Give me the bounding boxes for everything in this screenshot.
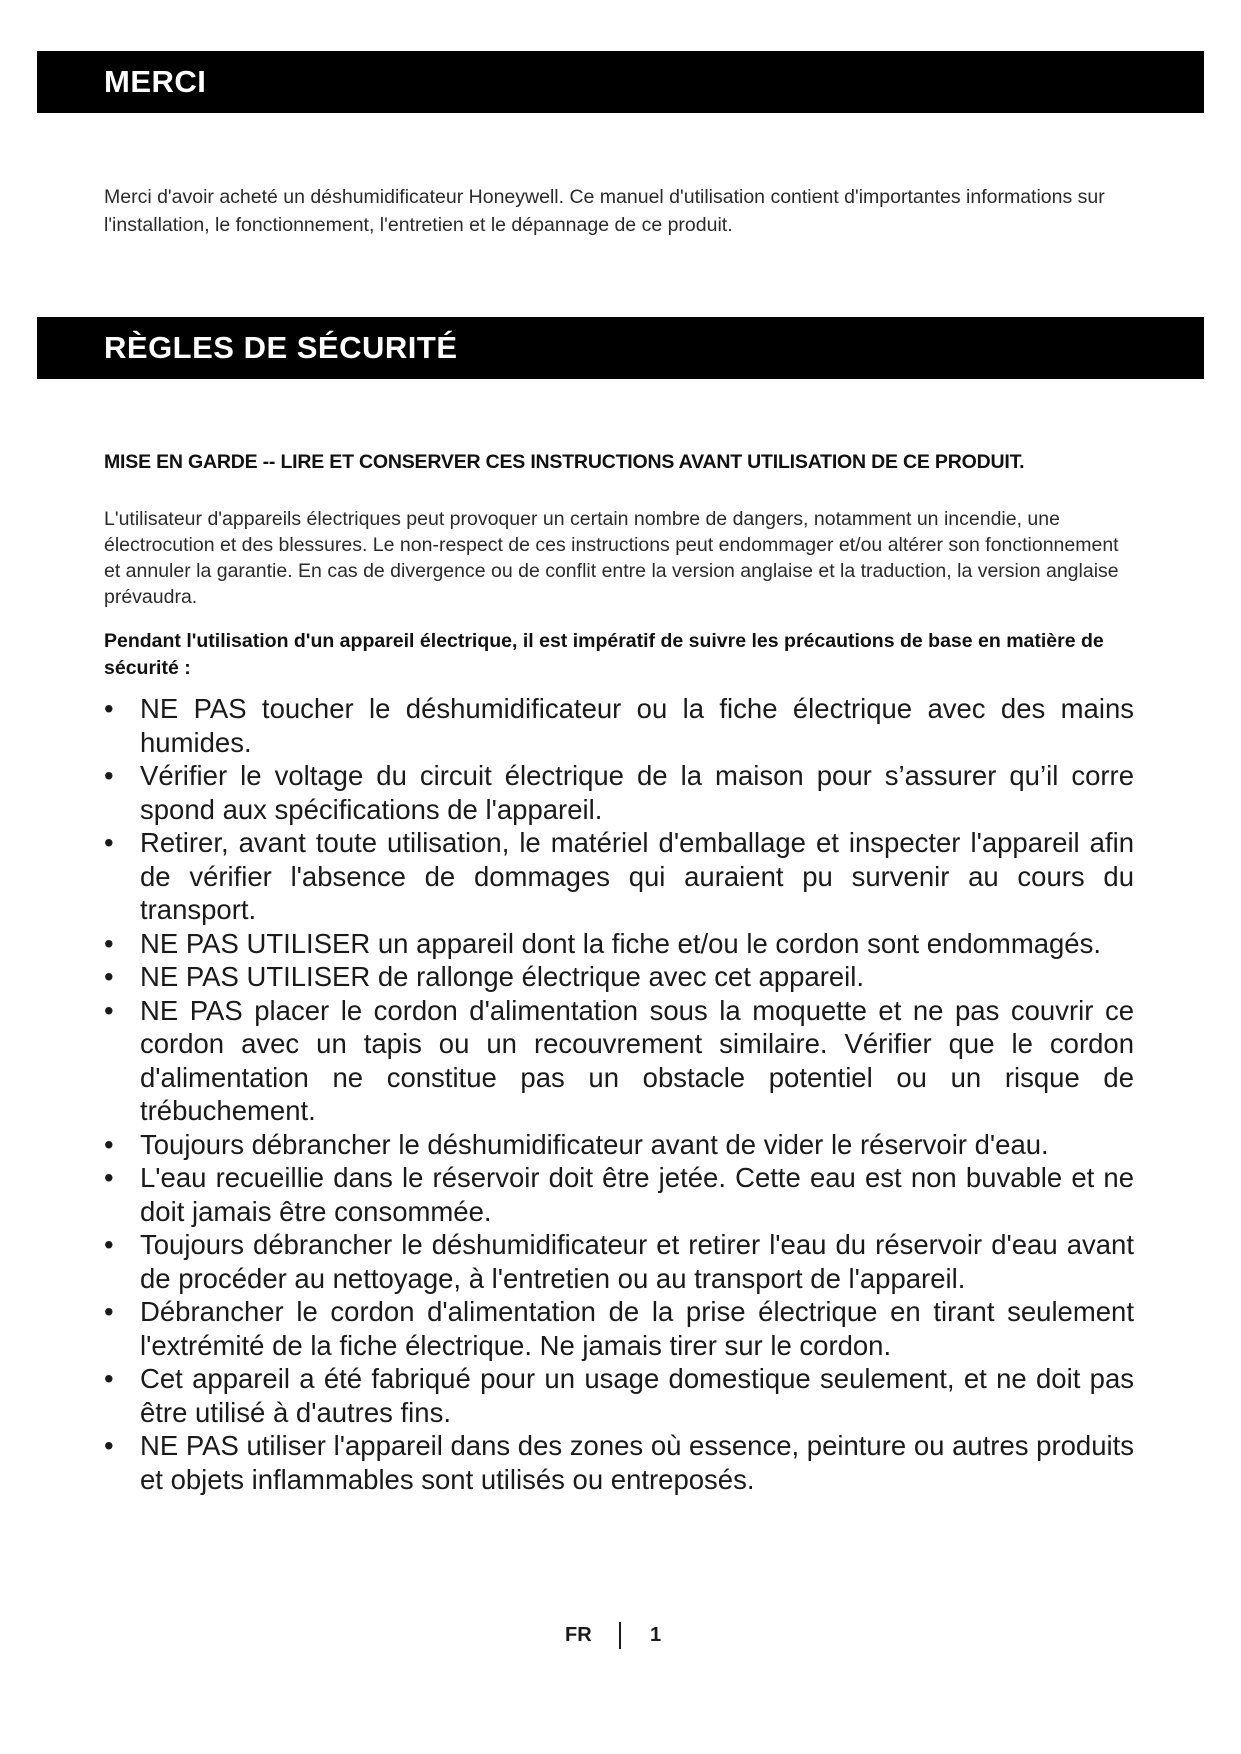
bullet-icon: •: [104, 827, 114, 858]
list-item: [104, 759, 1134, 826]
bullet-icon: •: [104, 961, 114, 992]
list-item-text: NE PAS UTILISER de rallonge électrique avec cet appareil.: [140, 961, 865, 992]
list-item-text: Débrancher le cordon d'alimentation de la prise électrique en tirant seulement l'extrémité de la fiche électrique. Ne jamais tirer sur le cordon.: [140, 1296, 1134, 1361]
page-footer: [0, 1622, 1241, 1652]
warning-heading: MISE EN GARDE -- LIRE ET CONSERVER CES INSTRUCTIONS AVANT UTILISATION DE CE PRODUIT.: [104, 451, 1025, 473]
precautions-heading: Pendant l'utilisation d'un appareil électrique, il est impératif de suivre les précautions de base en matière de sécurité :: [104, 630, 1104, 679]
bullet-icon: •: [104, 1296, 114, 1327]
bullet-icon: •: [104, 1363, 114, 1394]
list-item: [104, 1228, 1134, 1295]
bullet-icon: •: [104, 693, 114, 724]
section-header-safety-rules: [37, 317, 1204, 379]
list-item-text: Vérifier le voltage du circuit électrique de la maison pour s’assurer qu’il corre spond aux spécifications de l'appareil.: [140, 760, 1134, 825]
intro-paragraph: Merci d'avoir acheté un déshumidificateur Honeywell. Ce manuel d'utilisation contient d'importantes informations sur l'installation, le fonctionnement, l'entretien et le dépannage de ce produit.: [104, 186, 1105, 236]
list-item: [104, 692, 1134, 759]
bullet-icon: •: [104, 927, 114, 959]
footer-divider: [619, 1622, 621, 1649]
warning-paragraph: L'utilisateur d'appareils électriques peut provoquer un certain nombre de dangers, notamment un incendie, une électrocution et des blessures. Le non-respect de ces instructions peut endommager et/ou altérer son fonctionnement et annuler la garantie. En cas de divergence ou de conflit entre la version anglaise et la traduction, la version anglaise prévaudra.: [104, 508, 1119, 608]
section-title-safety-rules: RÈGLES DE SÉCURITÉ: [104, 330, 458, 365]
list-item: [104, 1429, 1134, 1496]
safety-bullet-list: [104, 692, 1134, 1496]
footer-language: FR: [565, 1624, 592, 1646]
list-item-text: Toujours débrancher le déshumidificateur et retirer l'eau du réservoir d'eau avant de procéder au nettoyage, à l'entretien ou au transport de l'appareil.: [140, 1229, 1134, 1294]
bullet-icon: •: [104, 1229, 114, 1260]
bullet-icon: •: [104, 1430, 114, 1461]
list-item-text: Toujours débrancher le déshumidificateur avant de vider le réservoir d'eau.: [140, 1128, 1049, 1160]
list-item-text: NE PAS UTILISER un appareil dont la fiche et/ou le cordon sont endommagés.: [140, 927, 1101, 959]
list-item-text: NE PAS utiliser l'appareil dans des zones où essence, peinture ou autres produits et objets inflammables sont utilisés ou entreposés.: [140, 1430, 1134, 1495]
list-item: [104, 826, 1134, 927]
list-item-text: Cet appareil a été fabriqué pour un usage domestique seulement, et ne doit pas être utilisé à d'autres fins.: [140, 1363, 1134, 1428]
list-item: [104, 1295, 1134, 1362]
section-title-merci: MERCI: [104, 64, 207, 99]
list-item: [104, 960, 1134, 994]
list-item-text: NE PAS toucher le déshumidificateur ou la fiche électrique avec des mains humides.: [140, 693, 1134, 758]
bullet-icon: •: [104, 1128, 114, 1160]
list-item: [104, 994, 1134, 1128]
list-item: [104, 927, 1134, 961]
list-item-text: Retirer, avant toute utilisation, le matériel d'emballage et inspecter l'appareil afin de vérifier l'absence de dommages qui auraient pu survenir au cours du transport.: [140, 827, 1134, 925]
list-item-text: NE PAS placer le cordon d'alimentation sous la moquette et ne pas couvrir ce cordon avec un tapis ou un recouvrement similaire. Vérifier que le cordon d'alimentation ne constitue pas un obstacle potentiel ou un risque de trébuchement.: [140, 994, 1134, 1126]
list-item: [104, 1362, 1134, 1429]
footer-page-number: 1: [650, 1624, 662, 1646]
list-item: [104, 1161, 1134, 1228]
bullet-icon: •: [104, 994, 114, 1026]
bullet-icon: •: [104, 760, 114, 791]
section-header-merci: [37, 51, 1204, 113]
list-item-text: L'eau recueillie dans le réservoir doit être jetée. Cette eau est non buvable et ne doit jamais être consommée.: [140, 1162, 1134, 1227]
bullet-icon: •: [104, 1162, 114, 1193]
list-item: [104, 1128, 1134, 1162]
